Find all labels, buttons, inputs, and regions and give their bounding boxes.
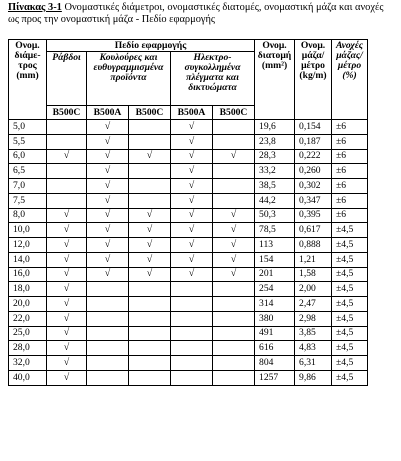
cell-applicability — [171, 356, 213, 371]
cell-applicability: √ — [47, 267, 87, 282]
table-row — [9, 252, 368, 267]
cell-applicability: √ — [213, 208, 255, 223]
table-row — [9, 238, 368, 253]
cell-mass: 2,98 — [295, 311, 332, 326]
table-row — [9, 267, 368, 282]
cell-applicability — [171, 311, 213, 326]
cell-applicability — [213, 311, 255, 326]
cell-applicability: √ — [171, 134, 213, 149]
cell-diameter: 28,0 — [9, 341, 47, 356]
cell-applicability — [171, 370, 213, 385]
cell-applicability: √ — [87, 193, 129, 208]
cell-applicability: √ — [87, 120, 129, 135]
grade-coils-b500c: B500C — [129, 106, 171, 120]
cell-applicability: √ — [171, 223, 213, 238]
specification-table — [8, 39, 368, 386]
cell-diameter: 16,0 — [9, 267, 47, 282]
cell-applicability — [213, 193, 255, 208]
cell-mass: 9,86 — [295, 370, 332, 385]
cell-diameter: 5,5 — [9, 134, 47, 149]
cell-applicability: √ — [129, 149, 171, 164]
cell-applicability — [129, 164, 171, 179]
cell-tolerance: ±4,5 — [332, 370, 368, 385]
cell-applicability: √ — [87, 267, 129, 282]
cell-applicability: √ — [171, 179, 213, 194]
cell-applicability — [213, 164, 255, 179]
header-bars: Ράβδοι — [47, 52, 87, 106]
table-row — [9, 282, 368, 297]
cell-tolerance: ±4,5 — [332, 282, 368, 297]
table-row — [9, 179, 368, 194]
cell-applicability — [47, 193, 87, 208]
cell-applicability: √ — [213, 267, 255, 282]
cell-section: 113 — [255, 238, 295, 253]
cell-applicability: √ — [47, 297, 87, 312]
cell-applicability: √ — [171, 267, 213, 282]
table-row — [9, 164, 368, 179]
cell-applicability — [213, 134, 255, 149]
cell-tolerance: ±4,5 — [332, 223, 368, 238]
header-mass: Ονομ. μάζα/ μέτρο (kg/m) — [295, 40, 332, 120]
cell-mass: 0,347 — [295, 193, 332, 208]
cell-applicability: √ — [171, 164, 213, 179]
cell-section: 78,5 — [255, 223, 295, 238]
cell-applicability: √ — [171, 149, 213, 164]
cell-section: 28,3 — [255, 149, 295, 164]
cell-section: 804 — [255, 356, 295, 371]
cell-mass: 0,154 — [295, 120, 332, 135]
cell-diameter: 8,0 — [9, 208, 47, 223]
table-row — [9, 370, 368, 385]
cell-mass: 3,85 — [295, 326, 332, 341]
cell-applicability — [87, 311, 129, 326]
caption-text: Ονομαστικές διάμετροι, ονομαστικές διατομές, ονομαστική μάζα και ανοχές ως προς την ονομαστική μάζα - Πεδίο εφαρμογής — [8, 2, 384, 25]
cell-mass: 0,260 — [295, 164, 332, 179]
cell-applicability: √ — [171, 238, 213, 253]
cell-applicability: √ — [47, 326, 87, 341]
table-row — [9, 208, 368, 223]
cell-applicability — [87, 341, 129, 356]
cell-applicability — [129, 179, 171, 194]
header-field: Πεδίο εφαρμογής — [47, 40, 255, 52]
cell-applicability — [129, 193, 171, 208]
cell-applicability — [171, 297, 213, 312]
cell-section: 44,2 — [255, 193, 295, 208]
cell-applicability: √ — [47, 356, 87, 371]
table-row — [9, 356, 368, 371]
cell-applicability: √ — [171, 120, 213, 135]
cell-section: 50,3 — [255, 208, 295, 223]
cell-tolerance: ±4,5 — [332, 238, 368, 253]
cell-applicability — [129, 297, 171, 312]
cell-diameter: 7,5 — [9, 193, 47, 208]
cell-applicability — [213, 282, 255, 297]
cell-section: 154 — [255, 252, 295, 267]
cell-applicability: √ — [47, 252, 87, 267]
cell-applicability — [87, 282, 129, 297]
caption-label: Πίνακας 3-1 — [8, 2, 62, 13]
cell-applicability — [171, 282, 213, 297]
cell-applicability: √ — [129, 223, 171, 238]
grade-coils-b500a: B500A — [87, 106, 129, 120]
cell-applicability: √ — [87, 164, 129, 179]
cell-applicability: √ — [171, 193, 213, 208]
grade-mesh-b500a: B500A — [171, 106, 213, 120]
cell-tolerance: ±4,5 — [332, 326, 368, 341]
cell-applicability — [129, 341, 171, 356]
cell-mass: 1,58 — [295, 267, 332, 282]
cell-applicability — [213, 356, 255, 371]
cell-mass: 1,21 — [295, 252, 332, 267]
cell-applicability: √ — [47, 311, 87, 326]
cell-applicability: √ — [87, 223, 129, 238]
cell-applicability — [171, 341, 213, 356]
table-row — [9, 223, 368, 238]
cell-diameter: 20,0 — [9, 297, 47, 312]
table-row — [9, 297, 368, 312]
header-section: Ονομ. διατομή (mm²) — [255, 40, 295, 120]
cell-applicability: √ — [213, 238, 255, 253]
cell-applicability — [213, 297, 255, 312]
cell-applicability: √ — [129, 252, 171, 267]
cell-applicability — [87, 326, 129, 341]
cell-tolerance: ±4,5 — [332, 311, 368, 326]
cell-diameter: 6,5 — [9, 164, 47, 179]
cell-tolerance: ±6 — [332, 179, 368, 194]
cell-mass: 0,888 — [295, 238, 332, 253]
cell-applicability — [129, 134, 171, 149]
cell-diameter: 6,0 — [9, 149, 47, 164]
cell-tolerance: ±4,5 — [332, 267, 368, 282]
cell-section: 201 — [255, 267, 295, 282]
cell-applicability: √ — [87, 179, 129, 194]
cell-applicability: √ — [213, 252, 255, 267]
cell-mass: 4,83 — [295, 341, 332, 356]
cell-applicability — [129, 356, 171, 371]
grade-bars-b500c: B500C — [47, 106, 87, 120]
grade-mesh-b500c: B500C — [213, 106, 255, 120]
cell-applicability: √ — [129, 267, 171, 282]
cell-diameter: 5,0 — [9, 120, 47, 135]
cell-mass: 2,00 — [295, 282, 332, 297]
cell-applicability — [213, 179, 255, 194]
cell-section: 38,5 — [255, 179, 295, 194]
cell-applicability: √ — [213, 223, 255, 238]
cell-applicability: √ — [171, 252, 213, 267]
cell-diameter: 25,0 — [9, 326, 47, 341]
cell-mass: 0,302 — [295, 179, 332, 194]
cell-diameter: 18,0 — [9, 282, 47, 297]
cell-tolerance: ±4,5 — [332, 252, 368, 267]
cell-applicability — [129, 311, 171, 326]
header-coils: Κουλούρες και ευθυγραμμισμένα προϊόντα — [87, 52, 171, 106]
cell-tolerance: ±6 — [332, 149, 368, 164]
cell-applicability — [87, 370, 129, 385]
cell-applicability — [129, 282, 171, 297]
cell-tolerance: ±4,5 — [332, 297, 368, 312]
cell-applicability: √ — [47, 341, 87, 356]
cell-tolerance: ±4,5 — [332, 341, 368, 356]
cell-mass: 0,222 — [295, 149, 332, 164]
cell-tolerance: ±6 — [332, 164, 368, 179]
cell-applicability — [213, 341, 255, 356]
cell-applicability — [213, 370, 255, 385]
cell-section: 254 — [255, 282, 295, 297]
cell-diameter: 10,0 — [9, 223, 47, 238]
cell-applicability: √ — [129, 238, 171, 253]
cell-applicability — [87, 356, 129, 371]
cell-applicability — [213, 120, 255, 135]
cell-applicability: √ — [87, 252, 129, 267]
cell-section: 314 — [255, 297, 295, 312]
cell-applicability: √ — [47, 208, 87, 223]
cell-applicability: √ — [87, 149, 129, 164]
cell-diameter: 40,0 — [9, 370, 47, 385]
cell-mass: 0,395 — [295, 208, 332, 223]
cell-applicability — [47, 164, 87, 179]
cell-applicability: √ — [87, 134, 129, 149]
cell-section: 491 — [255, 326, 295, 341]
header-diameter: Ονομ. διάμε-τρος (mm) — [9, 40, 47, 120]
cell-mass: 6,31 — [295, 356, 332, 371]
cell-applicability — [171, 326, 213, 341]
cell-diameter: 7,0 — [9, 179, 47, 194]
cell-diameter: 14,0 — [9, 252, 47, 267]
table-row — [9, 120, 368, 135]
cell-applicability — [213, 326, 255, 341]
cell-section: 19,6 — [255, 120, 295, 135]
cell-tolerance: ±4,5 — [332, 356, 368, 371]
cell-diameter: 22,0 — [9, 311, 47, 326]
cell-applicability: √ — [47, 149, 87, 164]
cell-diameter: 12,0 — [9, 238, 47, 253]
cell-applicability: √ — [129, 208, 171, 223]
table-row — [9, 311, 368, 326]
cell-applicability — [47, 120, 87, 135]
cell-section: 33,2 — [255, 164, 295, 179]
cell-tolerance: ±6 — [332, 193, 368, 208]
cell-applicability: √ — [213, 149, 255, 164]
table-body — [9, 120, 368, 386]
cell-applicability: √ — [47, 370, 87, 385]
cell-tolerance: ±6 — [332, 120, 368, 135]
header-tolerance: Ανοχές μάζας/ μέτρο (%) — [332, 40, 368, 120]
cell-mass: 0,187 — [295, 134, 332, 149]
header-mesh: Ηλεκτρο-συγκολλημένα πλέγματα και δικτυώματα — [171, 52, 255, 106]
cell-applicability — [47, 134, 87, 149]
cell-applicability: √ — [87, 238, 129, 253]
table-row — [9, 134, 368, 149]
table-row — [9, 193, 368, 208]
table-row — [9, 149, 368, 164]
cell-mass: 0,617 — [295, 223, 332, 238]
cell-applicability: √ — [87, 208, 129, 223]
cell-applicability: √ — [47, 282, 87, 297]
cell-mass: 2,47 — [295, 297, 332, 312]
cell-applicability — [87, 297, 129, 312]
cell-applicability: √ — [47, 238, 87, 253]
cell-section: 616 — [255, 341, 295, 356]
table-row — [9, 341, 368, 356]
cell-applicability — [129, 370, 171, 385]
cell-applicability: √ — [47, 223, 87, 238]
cell-diameter: 32,0 — [9, 356, 47, 371]
table-row — [9, 326, 368, 341]
cell-applicability: √ — [171, 208, 213, 223]
cell-applicability — [129, 326, 171, 341]
table-caption — [8, 2, 396, 26]
cell-section: 23,8 — [255, 134, 295, 149]
cell-section: 1257 — [255, 370, 295, 385]
cell-tolerance: ±6 — [332, 134, 368, 149]
cell-section: 380 — [255, 311, 295, 326]
cell-applicability — [129, 120, 171, 135]
cell-applicability — [47, 179, 87, 194]
cell-tolerance: ±6 — [332, 208, 368, 223]
